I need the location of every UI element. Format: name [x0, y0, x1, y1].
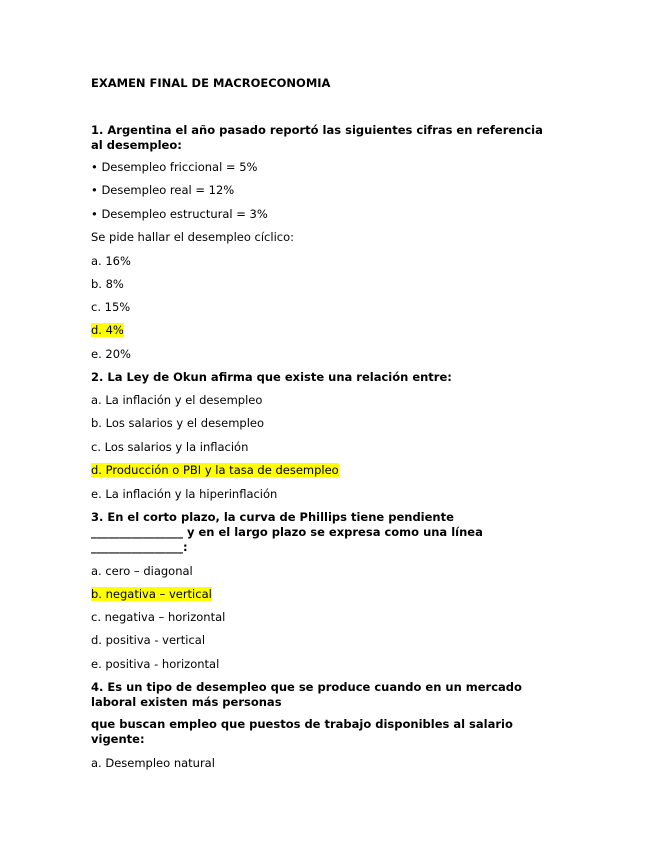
q1-prompt: Se pide hallar el desempleo cíclico: [91, 230, 295, 244]
q3-answer-highlight: b. negativa – vertical [91, 587, 212, 601]
q4-option-a: a. Desempleo natural [91, 756, 215, 770]
q3-option-a: a. cero – diagonal [91, 564, 193, 578]
q1-option-c: c. 15% [91, 300, 131, 314]
q2-option-b: b. Los salarios y el desempleo [91, 416, 265, 430]
q2-option-e: e. La inflación y la hiperinflación [91, 487, 278, 501]
q1-text-line-1: 1. Argentina el año pasado reportó las siguientes cifras en referencia [91, 123, 543, 137]
q1-bullet-real: • Desempleo real = 12% [91, 183, 235, 197]
q1-bullet-frictional: • Desempleo friccional = 5% [91, 160, 258, 174]
q4-text-line-4: vigente: [91, 732, 145, 746]
q3-text-line-2: ________________ y en el largo plazo se expresa como una línea [91, 525, 483, 539]
q1-option-e: e. 20% [91, 347, 131, 361]
q4-text-line-2: laboral existen más personas [91, 695, 282, 709]
q1-option-d [91, 323, 124, 338]
q2-answer-highlight: d. Producción o PBI y la tasa de desempleo [91, 463, 339, 477]
q3-option-c: c. negativa – horizontal [91, 610, 226, 624]
q1-option-a: a. 16% [91, 254, 131, 268]
q2-option-a: a. La inflación y el desempleo [91, 393, 263, 407]
q1-option-b: b. 8% [91, 277, 124, 291]
q3-text-line-1: 3. En el corto plazo, la curva de Phillips tiene pendiente [91, 510, 454, 524]
q2-option-d [91, 463, 339, 478]
q1-bullet-structural: • Desempleo estructural = 3% [91, 207, 268, 221]
q1-text-line-2: al desempleo: [91, 138, 182, 152]
q1-answer-highlight: d. 4% [91, 323, 124, 337]
q3-option-b [91, 587, 212, 602]
q3-option-d: d. positiva - vertical [91, 633, 206, 647]
q2-option-c: c. Los salarios y la inflación [91, 440, 249, 454]
q4-text-line-1: 4. Es un tipo de desempleo que se produce cuando en un mercado [91, 680, 522, 694]
q4-text-line-3: que buscan empleo que puestos de trabajo disponibles al salario [91, 717, 513, 731]
exam-title: EXAMEN FINAL DE MACROECONOMIA [91, 76, 331, 90]
q3-option-e: e. positiva - horizontal [91, 657, 220, 671]
q2-text: 2. La Ley de Okun afirma que existe una relación entre: [91, 370, 452, 384]
q3-text-line-3: ________________: [91, 540, 188, 554]
